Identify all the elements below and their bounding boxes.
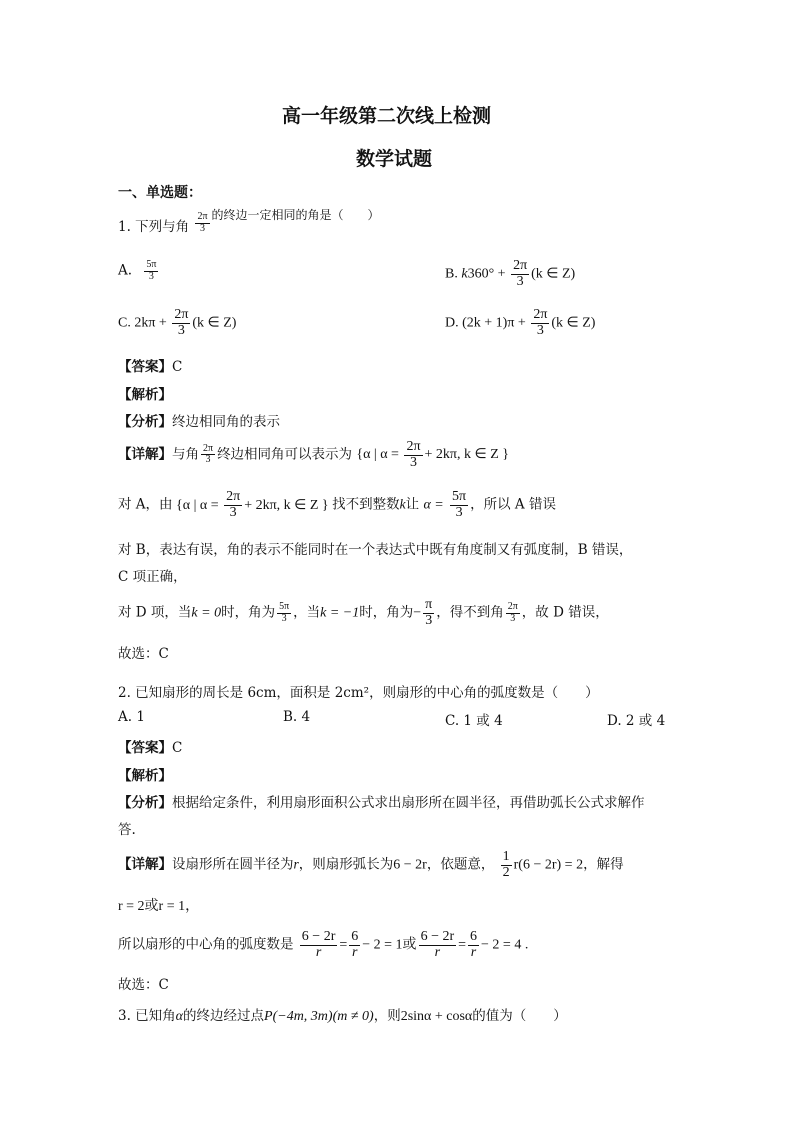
q1-line-d: [118, 598, 609, 628]
q1-line-c: C 项正确，: [118, 569, 187, 585]
q1-stem-prefix: 1. 下列与角: [118, 219, 190, 235]
q1-fenxi-tag: 【分析】: [118, 414, 172, 430]
q1-detail-pre: 与角: [172, 446, 199, 463]
q1-line-a-set-frac: [224, 490, 242, 520]
q1-option-b-den: 3: [516, 273, 524, 289]
q1-line-a-alpha: α =: [423, 497, 444, 513]
q2-radian-num2: 6: [351, 929, 359, 944]
q2-radian-frac2: [349, 930, 360, 960]
q1-line-d-k0: k = 0: [191, 605, 222, 621]
q1-stem-fraction: [195, 212, 209, 234]
q1-option-a: [118, 260, 160, 282]
q2-radian-den2: r: [352, 944, 358, 960]
q2-radian: [118, 930, 528, 960]
q2-detail-half-den: 2: [502, 864, 510, 880]
q1-option-c: [118, 308, 236, 338]
q2-detail-mid: ，则扇形弧长为: [298, 856, 394, 873]
q3-point: P(−4m, 3m)(m ≠ 0): [264, 1009, 374, 1024]
q2-stem: 2. 已知扇形的周长是 6cm，面积是 2cm²，则扇形的中心角的弧度数是（ ）: [118, 685, 599, 701]
q2-detail-pre: 设扇形所在圆半径为: [172, 856, 294, 873]
page-subtitle: 数学试题: [356, 148, 433, 170]
q1-option-b-post: (k ∈ Z): [531, 266, 576, 282]
q2-radian-res2: − 2 = 4 .: [481, 937, 529, 953]
q2-radian-den4: r: [470, 944, 477, 960]
q1-option-a-label: A.: [118, 262, 133, 279]
q1-line-d-k1: k = −1: [320, 605, 360, 621]
q1-option-c-label: C.: [118, 315, 131, 331]
q1-option-b-num: 2π: [513, 258, 528, 273]
q3-stem-post: 的值为（ ）: [472, 1008, 567, 1024]
q2-detail-r: r: [293, 856, 299, 872]
q2-radian-den3: r: [434, 944, 441, 960]
q1-stem: [118, 208, 380, 235]
q2-conclusion: 故选：C: [118, 977, 169, 993]
q2-radian-frac3: [419, 930, 457, 960]
q1-answer-tag: 【答案】: [118, 359, 172, 375]
q1-detail-den: 3: [205, 454, 211, 466]
q1-line-a-set-den: 3: [229, 504, 237, 520]
q1-option-c-post: (k ∈ Z): [192, 315, 237, 331]
q1-line-a-frac: [450, 490, 468, 520]
q2-solution: r = 2或r = 1，: [118, 899, 200, 914]
q1-line-d-den3: 3: [510, 612, 516, 624]
q2-radian-num3: 6 − 2r: [420, 929, 455, 944]
q2-option-c: C. 1 或 4: [445, 713, 503, 729]
q1-line-a-num: 5π: [452, 489, 467, 504]
q3-stem: [118, 1004, 567, 1025]
q1-line-d-frac1: [277, 602, 291, 624]
q2-answer-tag: 【答案】: [118, 740, 172, 756]
q1-answer-value: C: [172, 359, 183, 375]
q3-stem-mid: 的终边经过点: [183, 1008, 265, 1024]
q1-detail-set-pre: {α | α =: [356, 447, 399, 463]
q3-expr: 2sinα + cosα: [400, 1009, 473, 1024]
q3-stem-mid2: ，则: [373, 1008, 401, 1024]
q1-option-a-frac: [144, 260, 158, 282]
q2-radian-eq2: =: [458, 937, 467, 953]
q2-radian-res1: − 2 = 1或: [362, 937, 417, 953]
q1-fenxi-text: 终边相同角的表示: [172, 414, 280, 430]
q1-detail-mid: 终边相同角可以表示为: [217, 446, 353, 463]
q1-line-d-den2: 3: [425, 612, 433, 628]
q1-line-a-set-pre: {α | α =: [176, 497, 219, 513]
q1-option-d-frac: [531, 308, 549, 338]
q1-option-b-k: k: [461, 266, 468, 282]
q2-radian-frac1: [300, 930, 338, 960]
q2-fenxi-line1: 根据给定条件，利用扇形面积公式求出扇形所在圆半径，再借助弧长公式求解作: [172, 795, 645, 811]
q2-detail-arc: 6 − 2r: [393, 857, 427, 873]
q1-option-d: [445, 308, 595, 338]
q1-line-d-num1: 5π: [279, 601, 290, 613]
q1-stem-de: 的终边一定相同的角是（ ）: [211, 208, 380, 222]
q1-option-a-den: 3: [148, 270, 154, 282]
q1-line-a-k: k: [399, 496, 406, 512]
q1-detail: [118, 440, 509, 470]
q1-option-d-pre: (2k + 1)π +: [462, 315, 526, 331]
q2-fenxi: [118, 791, 645, 811]
q2-radian-frac4: [468, 930, 479, 960]
q2-radian-den1: r: [315, 944, 322, 960]
q1-detail-frac: [201, 444, 215, 466]
q1-line-a-set-post: + 2kπ, k ∈ Z }: [244, 497, 329, 513]
q1-line-d-mid2: ，当: [293, 604, 321, 621]
q1-line-d-post: ，故 D 错误，: [521, 604, 609, 621]
q2-fenxi-line2: 答.: [118, 822, 136, 838]
section-label: 一、单选题：: [118, 185, 202, 201]
q1-line-a-post: ，所以 A 错误: [470, 496, 556, 513]
q2-detail-half: [501, 850, 512, 880]
page-title: 高一年级第二次线上检测: [282, 105, 492, 127]
q1-line-d-mid1: 时，角为: [221, 604, 276, 621]
q3-stem-pre: 3. 已知角: [118, 1008, 176, 1024]
q1-answer: [118, 355, 182, 375]
q2-detail-mid2: ，依题意，: [426, 856, 495, 873]
q1-option-b-label: B.: [445, 266, 458, 282]
q1-line-a-set-num: 2π: [226, 489, 241, 505]
q1-line-d-pre: 对 D 项，当: [118, 604, 192, 621]
q1-option-c-pre: 2kπ +: [134, 315, 167, 331]
q1-line-d-mid4: ，得不到角: [436, 604, 504, 621]
q1-line-d-neg: −: [413, 605, 422, 621]
q2-option-a: A. 1: [118, 709, 145, 725]
q1-line-d-frac2: [423, 598, 434, 628]
q1-option-b-frac: [511, 259, 529, 289]
q1-option-c-num: 2π: [174, 307, 189, 322]
q1-option-d-post: (k ∈ Z): [551, 315, 596, 331]
q2-analysis-tag: 【解析】: [118, 768, 172, 784]
q1-line-a-den: 3: [455, 504, 463, 520]
q2-option-b: B. 4: [283, 709, 311, 725]
q1-line-d-frac3: [506, 602, 520, 624]
q1-option-c-den: 3: [177, 322, 185, 338]
q2-radian-num4: 6: [470, 929, 478, 944]
q2-detail-post: ，解得: [583, 856, 624, 873]
q1-detail-set-post: + 2kπ, k ∈ Z }: [424, 447, 509, 463]
q1-detail-num: 2π: [203, 442, 214, 454]
q2-option-d: D. 2 或 4: [607, 713, 666, 729]
q1-line-d-num2: π: [425, 597, 433, 612]
q1-line-a-pre: 对 A，由: [118, 496, 173, 513]
q1-line-d-num3: 2π: [507, 601, 518, 613]
q2-radian-pre: 所以扇形的中心角的弧度数是: [118, 936, 294, 953]
q2-detail-half-num: 1: [502, 849, 510, 864]
q1-line-a-mid2: 让: [405, 496, 420, 513]
q1-option-b-mid: 360° +: [467, 266, 506, 282]
q1-line-d-den1: 3: [281, 612, 287, 624]
q1-fenxi: [118, 410, 280, 430]
q1-option-c-frac: [172, 308, 190, 338]
q2-detail: [118, 850, 624, 880]
q2-radian-eq1: =: [339, 937, 348, 953]
q1-stem-frac-den: 3: [200, 222, 205, 234]
q2-detail-eq: r(6 − 2r) = 2: [513, 857, 584, 873]
q1-stem-frac-num: 2π: [197, 211, 208, 222]
q1-line-a-mid: 找不到整数: [332, 496, 400, 513]
q1-line-a: [118, 490, 556, 521]
q3-alpha: α: [175, 1009, 184, 1024]
q1-option-b: [445, 259, 575, 289]
q1-line-d-mid3: 时，角为: [359, 604, 414, 621]
q1-option-d-den: 3: [536, 322, 544, 338]
q1-line-b: 对 B，表达有误，角的表示不能同时在一个表达式中既有角度制又有弧度制，B 错误，: [118, 542, 633, 558]
q2-fenxi-tag: 【分析】: [118, 795, 172, 811]
q2-answer-value: C: [172, 740, 183, 756]
q1-option-d-num: 2π: [533, 307, 548, 322]
q1-option-a-num: 5π: [146, 259, 157, 270]
q1-detail-set-num: 2π: [406, 439, 421, 454]
q1-detail-set-den: 3: [409, 454, 417, 470]
q1-detail-tag: 【详解】: [118, 446, 172, 463]
q2-answer: [118, 736, 182, 756]
q1-analysis-tag: 【解析】: [118, 387, 172, 403]
q1-detail-set-frac: [404, 440, 422, 470]
q2-radian-num1: 6 − 2r: [301, 929, 336, 944]
q1-option-d-label: D.: [445, 315, 459, 331]
q1-conclusion: 故选：C: [118, 646, 169, 662]
q2-detail-tag: 【详解】: [118, 856, 172, 873]
